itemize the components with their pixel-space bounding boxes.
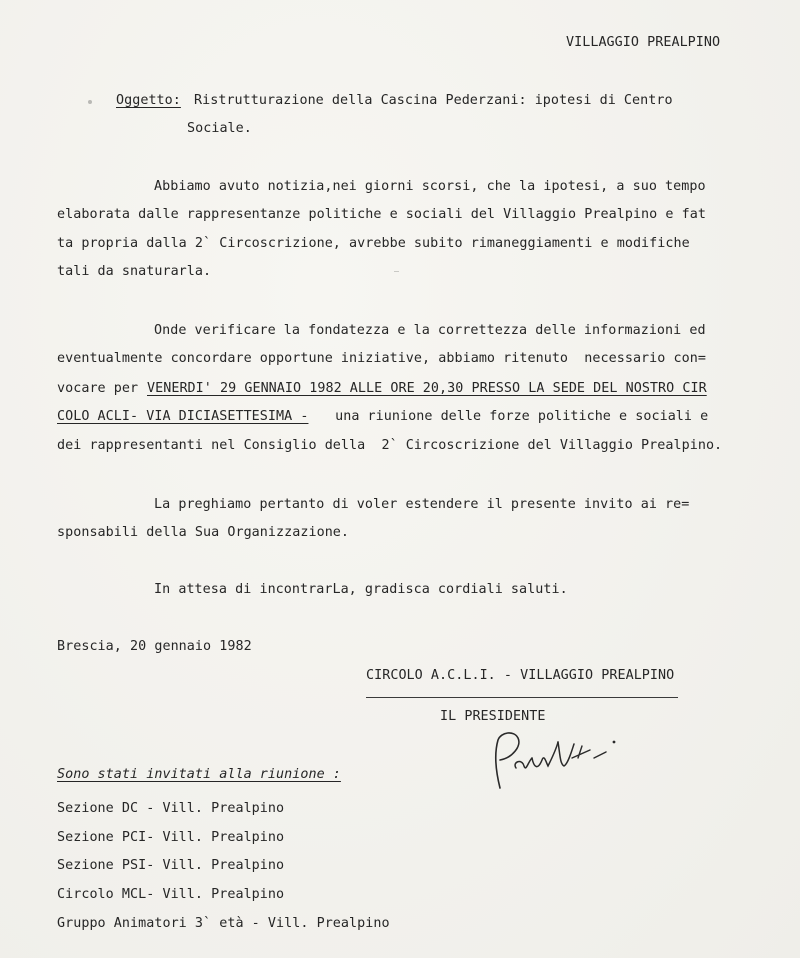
place-date: Brescia, 20 gennaio 1982 bbox=[57, 639, 252, 654]
paragraph2-line4-suffix: una riunione delle forze politiche e sociali e bbox=[327, 409, 709, 424]
paper-speck bbox=[394, 271, 399, 272]
paragraph1-line1: Abbiamo avuto notizia,nei giorni scorsi, che la ipotesi, a suo tempo bbox=[154, 179, 706, 194]
paragraph2-line5: dei rappresentanti nel Consiglio della 2` Circoscrizione del Villaggio Prealpino. bbox=[57, 438, 723, 453]
invited-list-item: Sezione PCI- Vill. Prealpino bbox=[57, 830, 285, 845]
handwritten-signature bbox=[486, 728, 626, 794]
invited-heading: Sono stati invitati alla riunione : bbox=[57, 767, 341, 782]
invited-list-item: Gruppo Animatori 3` età - Vill. Prealpino bbox=[57, 916, 390, 931]
meeting-location-underlined: COLO ACLI- VIA DICIASETTESIMA - bbox=[57, 409, 309, 424]
paragraph1-line2: elaborata dalle rappresentanze politiche e sociali del Villaggio Prealpino e fat bbox=[57, 207, 706, 222]
subject-text-line2: Sociale. bbox=[187, 121, 252, 136]
organization-name: CIRCOLO A.C.L.I. - VILLAGGIO PREALPINO bbox=[366, 668, 675, 683]
closing-greeting: In attesa di incontrarLa, gradisca cordiali saluti. bbox=[154, 582, 568, 597]
subject-text-line1: Ristrutturazione della Cascina Pederzani: ipotesi di Centro bbox=[194, 93, 673, 108]
invited-list-item: Circolo MCL- Vill. Prealpino bbox=[57, 887, 285, 902]
meeting-details-underlined: VENERDI' 29 GENNAIO 1982 ALLE ORE 20,30 PRESSO LA SEDE DEL NOSTRO CIR bbox=[147, 381, 707, 396]
letter-header: VILLAGGIO PREALPINO bbox=[566, 35, 721, 50]
paragraph3-line2: sponsabili della Sua Organizzazione. bbox=[57, 525, 350, 540]
signature-rule bbox=[366, 697, 678, 698]
paragraph1-line4: tali da snaturarla. bbox=[57, 264, 212, 279]
paragraph2-line3-prefix: vocare per bbox=[57, 381, 147, 396]
paragraph2-line1: Onde verificare la fondatezza e la correttezza delle informazioni ed bbox=[154, 323, 706, 338]
invited-list-item: Sezione DC - Vill. Prealpino bbox=[57, 801, 285, 816]
invited-list-item: Sezione PSI- Vill. Prealpino bbox=[57, 858, 285, 873]
paper-speck bbox=[88, 100, 92, 104]
signatory-role: IL PRESIDENTE bbox=[440, 709, 546, 724]
subject-label: Oggetto: bbox=[116, 93, 181, 108]
paragraph2-line2: eventualmente concordare opportune iniziative, abbiamo ritenuto necessario con= bbox=[57, 351, 706, 366]
paragraph3-line1: La preghiamo pertanto di voler estendere il presente invito ai re= bbox=[154, 497, 690, 512]
paragraph1-line3: ta propria dalla 2` Circoscrizione, avrebbe subito rimaneggiamenti e modifiche bbox=[57, 236, 690, 251]
